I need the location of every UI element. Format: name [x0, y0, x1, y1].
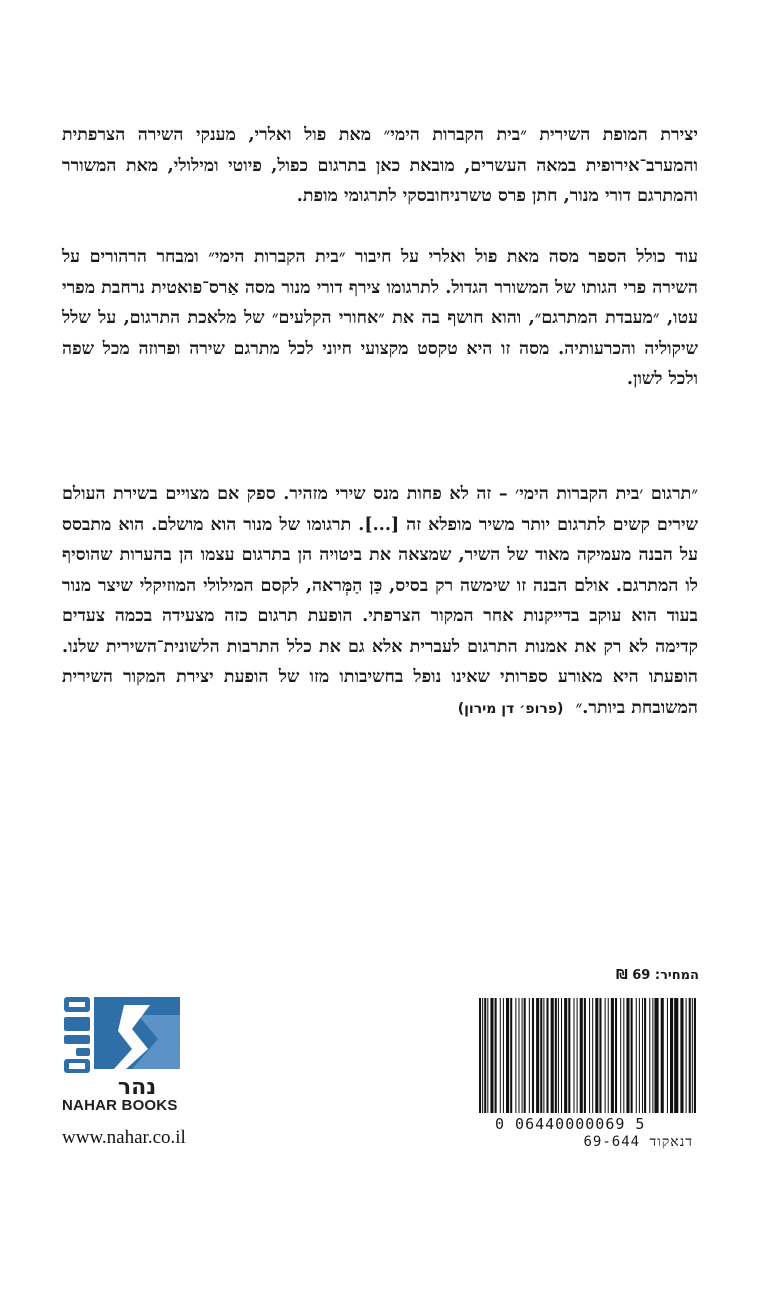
barcode-bar — [495, 998, 497, 1113]
barcode-bar — [482, 998, 483, 1113]
barcode-bar — [589, 998, 590, 1113]
quote-attribution: (פרופ׳ דן מירון) — [457, 700, 564, 717]
barcode-bar — [536, 998, 539, 1113]
barcode-bar — [543, 998, 544, 1113]
barcode-bar — [532, 998, 534, 1113]
barcode-bar — [573, 998, 574, 1113]
logo-mark — [94, 997, 180, 1069]
paragraph-intro: יצירת המופת השירית ״בית הקברות הימי״ מאת פול ואלרי, מענקי השירה הצרפתית והמערב־אירופית במאה העשרים, מובאת כאן בתרגום כפול, פיוטי ומילולי, מאת המשורר והמתרגם דורי מנור, חתן פרס טשרניחובסקי לתרגומי מופת. — [62, 125, 698, 206]
barcode-bar — [577, 998, 578, 1113]
barcode-bar — [561, 998, 562, 1113]
barcode-bar — [686, 998, 687, 1113]
barcode-bar — [568, 998, 570, 1113]
barcode-bar — [652, 998, 653, 1113]
barcode-bar — [540, 998, 542, 1113]
barcode-bar — [689, 998, 691, 1113]
paragraph-contents: עוד כולל הספר מסה מאת פול ואלרי על חיבור ״בית הקברות הימי״ ומבחר הרהורים על השירה פרי הגותו של המשורר הגדול. לתרגומו צירף דורי מנור מסה אַרס־פואטית נרחבת מפרי עטו, ״מעבדת המתרגם״, והוא חושף בה את ״אחורי הקלעים״ של מלאכת התרגום, על שלל שיקוליה והכרעותיה. מסה זו היא טקסט מקצועי חיוני לכל מתרגם שירה ופרוזה מכל שפה ולכל לשון. — [62, 247, 698, 389]
barcode-bar — [515, 998, 516, 1113]
barcode-bar — [639, 998, 640, 1113]
quote-text: ״תרגום ׳בית הקברות הימי׳ – זה לא פחות מנס שירי מזהיר. ספק אם מצויים בשירת העולם שירים קשים לתרגום יותר משיר מופלא זה [...]. תרגומו של מנור הוא מושלם. הוא מתבסס על הבנה מעמיקה מאוד של השיר, שמצאה את ביטויה הן בתרגום עצמו הן בהערות שהוסיף לו המתרגם. אולם הבנה זו שימשה רק בסיס, כַּן הַמְּראה, לקסם המילולי המוזיקלי שיצר מנור בעוד הוא עוקב בדייקנות אחר המקור הצרפתי. הופעת תרגום כזה מצעידה בכמה צעדים קדימה לא רק את אמנות התרגום לעברית אלא גם את כלל התרבות הלשונית־השירית שלנו. הופעתו היא מאורע ספרותי שאינו נופל בחשיבותו מזו של הופעת יצירת המקור השירית המשובחת ביותר.״ — [62, 484, 698, 718]
barcode-bar — [642, 998, 643, 1113]
barcode-image — [475, 998, 701, 1113]
barcode-bar — [654, 998, 658, 1113]
barcode-bar — [674, 998, 678, 1113]
price-label: המחיר: 69 ₪ — [615, 968, 699, 983]
barcode-bar — [584, 998, 586, 1113]
barcode-bar — [595, 998, 598, 1113]
barcode-bar — [503, 998, 504, 1113]
barcode-bar — [546, 998, 548, 1113]
barcode-bar — [487, 998, 488, 1113]
barcode-bar — [623, 998, 624, 1113]
barcode-bar — [649, 998, 650, 1113]
paragraph-quote — [62, 479, 698, 724]
barcode-bar — [558, 998, 559, 1113]
barcode-bar — [506, 998, 509, 1113]
barcode-code: דנאקוד 69-644 — [583, 1134, 693, 1150]
barcode-bar — [500, 998, 501, 1113]
logo-side-letters — [64, 997, 90, 1073]
logo-letters: נהר — [117, 1075, 157, 1100]
barcode-bar — [667, 998, 668, 1113]
nahar-logo — [62, 995, 182, 1111]
barcode-bar — [479, 998, 481, 1113]
publisher-name: NAHAR BOOKS — [62, 1097, 178, 1114]
barcode-bar — [611, 998, 614, 1113]
barcode-bar — [605, 998, 606, 1113]
publisher-url[interactable]: www.nahar.co.il — [62, 1127, 186, 1148]
barcode-bar — [644, 998, 646, 1113]
barcode-block — [475, 998, 701, 1148]
barcode-bar — [694, 998, 696, 1113]
barcode-bar — [484, 998, 486, 1113]
barcode-bar — [599, 998, 601, 1113]
barcode-bar — [564, 998, 567, 1113]
barcode-bar — [692, 998, 693, 1113]
barcode-bar — [670, 998, 673, 1113]
barcode-bar — [592, 998, 593, 1113]
barcode-bar — [608, 998, 609, 1113]
barcode-bar — [518, 998, 519, 1113]
barcode-bar — [620, 998, 621, 1113]
barcode-bar — [680, 998, 683, 1113]
barcode-number: 0 06440000069 5 — [495, 1115, 646, 1133]
barcode-bar — [529, 998, 530, 1113]
barcode-bar — [510, 998, 512, 1113]
barcode-bar — [631, 998, 633, 1113]
barcode-bar — [636, 998, 637, 1113]
barcode-bar — [580, 998, 583, 1113]
barcode-bar — [555, 998, 557, 1113]
barcode-bar — [490, 998, 493, 1113]
barcode-bar — [661, 998, 664, 1113]
barcode-bar — [551, 998, 554, 1113]
barcode-bar — [615, 998, 617, 1113]
barcode-bar — [522, 998, 523, 1113]
barcode-bar — [626, 998, 629, 1113]
barcode-bar — [524, 998, 526, 1113]
